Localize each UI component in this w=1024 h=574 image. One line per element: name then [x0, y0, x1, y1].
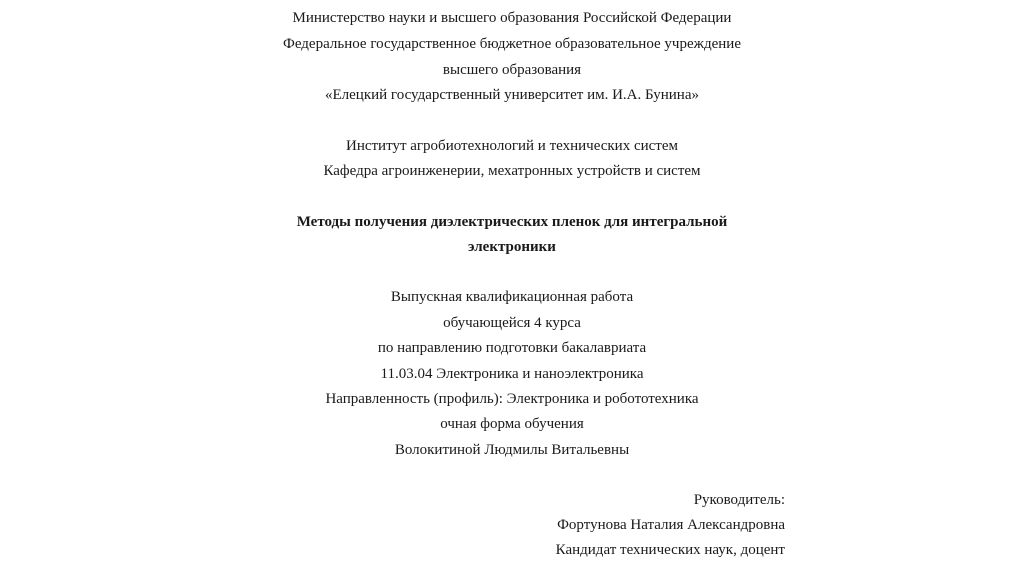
supervisor-degree: Кандидат технических наук, доцент — [555, 542, 785, 558]
code-line: 11.03.04 Электроника и наноэлектроника — [380, 366, 644, 382]
chair-line: Кафедра агроинженерии, мехатронных устройств и систем — [323, 163, 701, 179]
supervisor-name: Фортунова Наталия Александровна — [557, 517, 785, 533]
student-course-line: обучающейся 4 курса — [443, 315, 581, 331]
study-form-line: очная форма обучения — [440, 416, 584, 432]
institute-line: Институт агробиотехнологий и технических систем — [345, 138, 678, 154]
university-line: «Елецкий государственный университет им. И.А. Бунина» — [325, 87, 699, 103]
institution-type-cont-line: высшего образования — [442, 62, 582, 78]
work-type-line: Выпускная квалификационная работа — [390, 289, 634, 305]
direction-line: по направлению подготовки бакалавриата — [377, 340, 647, 356]
institution-type-line: Федеральное государственное бюджетное образовательное учреждение — [282, 36, 741, 52]
supervisor-label: Руководитель: — [693, 492, 785, 508]
thesis-title-line-1: Методы получения диэлектрических пленок для интегральной — [296, 214, 728, 230]
profile-line: Направленность (профиль): Электроника и робототехника — [325, 391, 699, 407]
student-name-line: Волокитиной Людмилы Витальевны — [394, 442, 630, 458]
ministry-line: Министерство науки и высшего образования Российской Федерации — [292, 10, 732, 26]
thesis-title-line-2: электроники — [468, 239, 556, 255]
